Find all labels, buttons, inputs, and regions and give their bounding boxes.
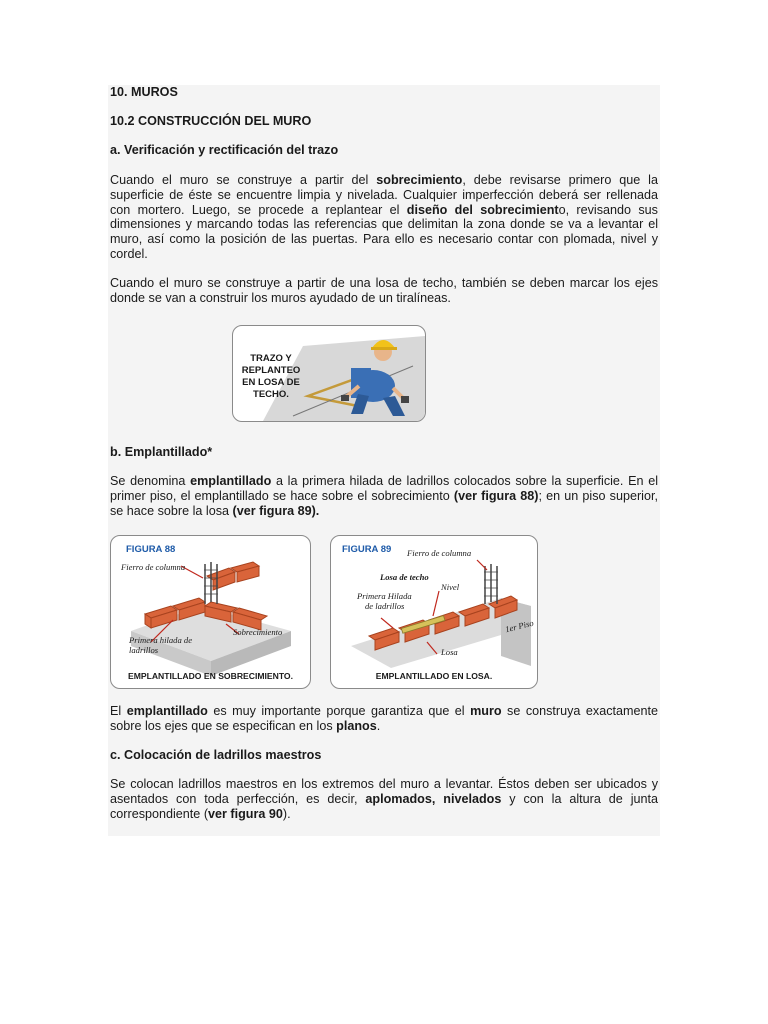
figure-89-fierro-label: Fierro de columna <box>407 548 472 558</box>
figure-88-fierro-label: Fierro de columna <box>121 562 186 572</box>
text-run: ; en un piso superior, se hace sobre la losa <box>110 488 658 518</box>
trazo-label-line: EN LOSA DE <box>242 377 300 388</box>
figure-88 <box>110 535 311 689</box>
bold-text-run: (ver figura 88) <box>453 488 539 503</box>
text-run: o, revisando sus dimensiones y marcando todas las referencias que delimitan la zona donde se va a levantar el muro, así como la posición de las puertas. Para ello es necesario contar con plomada, nivel y cordel. <box>110 202 658 261</box>
figure-89-nivel-label: Nivel <box>441 582 460 592</box>
paragraph-2 <box>110 276 658 306</box>
heading-c: c. Colocación de ladrillos maestros <box>110 748 322 762</box>
paragraph-1 <box>110 173 658 262</box>
bold-text-run: emplantillado <box>190 474 272 488</box>
paragraph-3 <box>110 474 658 518</box>
figure-88-illustration <box>111 536 310 688</box>
document-page <box>108 85 660 836</box>
trazo-label-line: REPLANTEO <box>241 365 301 376</box>
figure-89-losa-label: Losa <box>441 647 458 657</box>
heading-a: a. Verificación y rectificación del trazo <box>110 143 339 157</box>
paragraph-5 <box>110 777 658 821</box>
figure-88-label: FIGURA 88 <box>126 544 176 555</box>
text-run: Se colocan ladrillos maestros en los extremos del muro a levantar. Éstos deben ser ubicados y asentados con toda perfección, es decir, <box>110 777 658 806</box>
text-run: El <box>110 704 127 718</box>
bold-text-run: diseño del sobrecimient <box>406 202 559 217</box>
text-run: y con la altura de junta correspondiente ( <box>110 791 659 821</box>
bold-text-run: sobrecimiento <box>376 173 463 187</box>
figure-89-piso-label: 1er Piso <box>504 617 535 635</box>
figure-89-label: FIGURA 89 <box>342 544 392 555</box>
bold-text-run: (ver figura 89). <box>232 503 320 518</box>
figure-89-caption: EMPLANTILLADO EN LOSA. <box>375 671 493 681</box>
figure-88-caption: EMPLANTILLADO EN SOBRECIMIENTO. <box>127 671 294 681</box>
text-run: se construya exactamente sobre los ejes que se especifican en los <box>110 704 659 733</box>
text-run: a la primera hilada de ladrillos colocados sobre la superficie. En el primer piso, el emplantillado se hace sobre el sobrecimiento <box>110 474 658 503</box>
section-heading: 10. MUROS <box>110 85 178 99</box>
figure-89-hilada-label-1: Primera Hilada <box>357 591 412 601</box>
bold-text-run: ver figura 90 <box>208 806 283 821</box>
figure-89-illustration <box>331 536 537 688</box>
text-run: . <box>376 718 381 733</box>
trazo-label-line: TECHO. <box>253 389 289 400</box>
trazo-label <box>238 353 304 401</box>
paragraph-4 <box>110 704 658 734</box>
figure-89 <box>330 535 538 689</box>
bold-text-run: muro <box>470 704 502 718</box>
figure-89-losa-techo-label: Losa de techo <box>380 572 429 582</box>
trazo-figure <box>232 325 426 422</box>
bold-text-run: planos <box>336 718 377 733</box>
text-run: ). <box>282 806 291 821</box>
bold-text-run: emplantillado <box>126 704 208 718</box>
figure-89-hilada-label-2: de ladrillos <box>365 601 405 611</box>
bold-text-run: aplomados, nivelados <box>365 791 502 806</box>
trazo-label-line: TRAZO Y <box>250 353 292 364</box>
text-run: es muy importante porque garantiza que el <box>207 704 471 718</box>
subsection-heading: 10.2 CONSTRUCCIÓN DEL MURO <box>110 114 312 128</box>
figure-88-hilada-label-2: ladrillos <box>129 645 159 655</box>
text-run: Cuando el muro se construye a partir del <box>110 173 377 187</box>
heading-b: b. Emplantillado* <box>110 445 213 459</box>
text-run: Se denomina <box>110 474 191 488</box>
text-run: , debe revisarse primero que la superficie de éste se encuentre limpia y nivelada. Cualquier imperfección deberá ser rellenada con mortero. Luego, se procede a replantear el <box>110 173 658 217</box>
figure-88-hilada-label-1: Primera hilada de <box>129 635 193 645</box>
text-run: Cuando el muro se construye a partir de una losa de techo, también se deben marcar los ejes donde se van a construir los muros ayudado de un tiralíneas. <box>110 276 658 305</box>
figure-88-sobre-label: Sobrecimiento <box>233 627 283 637</box>
